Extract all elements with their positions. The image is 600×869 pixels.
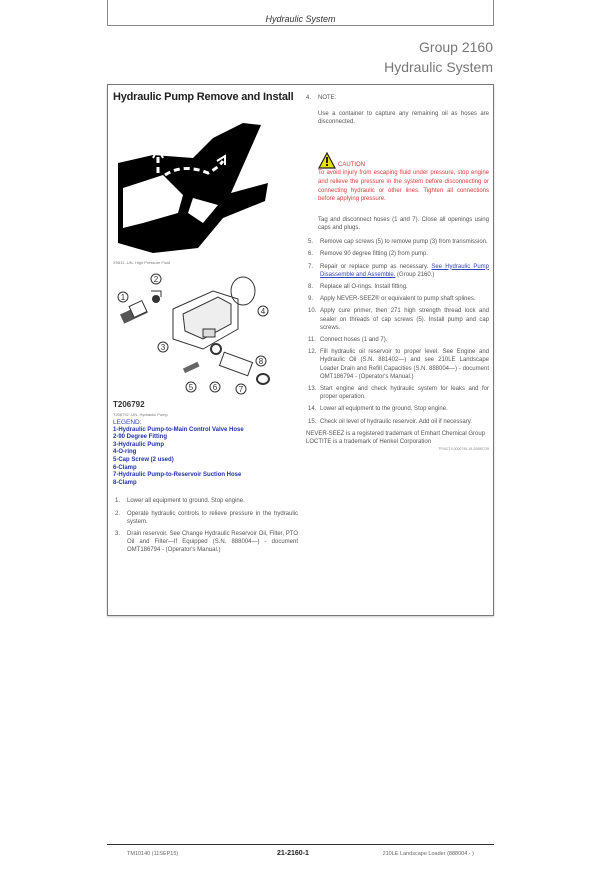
svg-text:4: 4 <box>260 307 266 316</box>
caution-heading <box>318 152 489 169</box>
step-2 <box>113 510 298 526</box>
note-step <box>306 95 489 101</box>
step-number: 3. <box>115 530 121 537</box>
group-title: Hydraulic System <box>384 59 493 75</box>
note-text: Use a container to capture any remaining oil as hoses are disconnected. <box>318 111 489 126</box>
step-text: Check oil level of hydraulic reservoir. Add oil if necessary. <box>320 418 472 425</box>
svg-text:1: 1 <box>120 293 126 302</box>
step-8 <box>306 283 489 291</box>
step-number: 10. <box>308 308 317 315</box>
step-text: Apply NEVER-SEEZ® or equivalent to pump shaft splines. <box>320 296 476 303</box>
caution-label: CAUTION <box>338 161 365 168</box>
legend-item: 5-Cap Screw (2 used) <box>113 456 174 463</box>
step-number: 2. <box>115 510 121 517</box>
hydraulic-pump-exploded-diagram <box>113 269 273 399</box>
group-heading <box>384 37 493 77</box>
step-text: Remove 90 degree fitting (2) from pump. <box>320 251 429 258</box>
step-1 <box>113 497 298 505</box>
svg-text:6: 6 <box>212 383 218 392</box>
step-number: 9. <box>308 296 314 303</box>
step-11 <box>306 336 489 344</box>
figure-id: T206792 <box>113 400 145 409</box>
caution-block <box>306 152 489 203</box>
tag-disconnect-text: Tag and disconnect hoses (1 and 7). Close all openings using caps and plugs. <box>318 216 489 231</box>
step-text: Apply cure primer, then 271 high strength thread lock and sealer on threads of cap screws (5). Install pump and cap screws. <box>320 308 489 331</box>
step-text: Drain reservoir. See Change Hydraulic Reservoir Oil, Filter, PTO Oil and Filter—If Equipped (S.N. 888004—) - document OMT186794 - (Operator's Manual.) <box>127 530 298 554</box>
svg-text:7: 7 <box>238 385 244 394</box>
svg-text:5: 5 <box>188 383 194 392</box>
footer-manual-id: TM10140 (11SEP15) <box>127 851 179 857</box>
caution-text: To avoid injury from escaping fluid under pressure, stop engine and relieve the pressure in the system before disconnecting or connecting hydraulic or other lines. Tighten all connections before applying pressure. <box>318 170 489 203</box>
footer-page-number: 21-2160-1 <box>277 850 309 857</box>
step-text: Replace all O-rings. Install fitting. <box>320 284 408 290</box>
trademark-never-seez: NEVER-SEEZ is a registered trademark of Emhart Chemical Group <box>306 430 486 437</box>
step-14 <box>306 405 489 413</box>
step-text <box>320 263 489 279</box>
step-number: 15. <box>308 418 317 425</box>
step-9 <box>306 295 489 303</box>
step-7 <box>306 263 489 279</box>
group-number: Group 2160 <box>419 39 493 55</box>
step-number: 5. <box>308 239 314 246</box>
step-text: Lower all equipment to the ground. Stop engine. <box>320 406 448 413</box>
legend-item: 6-Clamp <box>113 464 137 471</box>
step-15 <box>306 418 489 426</box>
step-12 <box>306 348 489 381</box>
step-text: Operate hydraulic controls to relieve pressure in the hydraulic system. <box>127 510 298 525</box>
step-number: 13. <box>308 386 317 393</box>
legend-heading: LEGEND: <box>113 419 142 426</box>
procedure-box <box>107 84 494 616</box>
section-title: Hydraulic Pump Remove and Install <box>113 91 294 103</box>
footer-divider <box>107 844 494 845</box>
step-number: 12. <box>308 349 317 356</box>
legend-item: 3-Hydraulic Pump <box>113 441 165 448</box>
legend <box>113 419 298 487</box>
step-text: Lower all equipment to ground. Stop engine. <box>127 498 245 505</box>
left-column <box>113 91 298 559</box>
step-text-suffix: (Group 2160.) <box>395 271 435 278</box>
step-6 <box>306 250 489 258</box>
trademark-loctite: LOCTITE is a trademark of Henkel Corporation <box>306 439 432 446</box>
legend-item: 7-Hydraulic Pump-to-Reservoir Suction Hose <box>113 472 242 479</box>
legend-item: 1-Hydraulic Pump-to-Main Control Valve Hose <box>113 426 244 433</box>
svg-text:3: 3 <box>160 343 166 352</box>
footer-model: 210LE Landscape Loader (888004 - ) <box>382 851 474 857</box>
note-label: NOTE: <box>318 95 337 101</box>
legend-item: 2-90 Degree Fitting <box>113 434 168 441</box>
step-text-main: Repair or replace pump as necessary. <box>320 263 429 270</box>
svg-text:2: 2 <box>153 275 159 284</box>
step-number: 6. <box>308 251 314 258</box>
step-number: 1. <box>115 498 121 505</box>
trademarks <box>306 430 489 446</box>
warning-triangle-icon <box>318 152 336 169</box>
see-pump-disassemble-link[interactable]: See Hydraulic Pump Disassemble and Assemble. <box>320 263 490 278</box>
running-head: Hydraulic System <box>265 14 336 24</box>
right-steps <box>306 238 489 426</box>
pump-figure-caption: T206792 -UN- Hydraulic Pump <box>113 412 168 417</box>
step-text: Connect hoses (1 and 7). <box>320 337 388 344</box>
running-header-frame <box>107 0 494 26</box>
warning-figure-caption: X9811 -UN- High Pressure Fluid <box>113 260 171 265</box>
step-number: 7. <box>308 263 314 270</box>
high-pressure-fluid-warning-illustration <box>113 113 273 253</box>
left-steps <box>113 497 298 554</box>
step-13 <box>306 385 489 401</box>
right-column <box>306 95 489 451</box>
svg-text:8: 8 <box>258 357 264 366</box>
step-number: 11. <box>308 337 316 344</box>
step-3 <box>113 530 298 555</box>
legend-item: 8-Clamp <box>113 479 137 486</box>
step-10 <box>306 307 489 332</box>
step-text: Fill hydraulic oil reservoir to proper level. See Engine and Hydraulic Oil (S.N. 881402—) and see 210LE Landscape Loader Drain and Refill Capacities (S.N. 888004—) - document OMT186794 - (Operator's Manual.) <box>320 349 489 380</box>
step-number: 8. <box>308 284 314 290</box>
step-5 <box>306 238 489 246</box>
step-number: 4. <box>306 95 312 101</box>
step-text: Remove cap screws (5) to remove pump (3) from transmission. <box>320 239 488 246</box>
legend-item: 4-O-ring <box>113 449 137 456</box>
step-number: 14. <box>308 406 317 413</box>
step-text: Start engine and check hydraulic system for leaks and for proper operation. <box>320 386 489 401</box>
document-code: TP44713,0000745-19-20080729 <box>438 447 489 452</box>
